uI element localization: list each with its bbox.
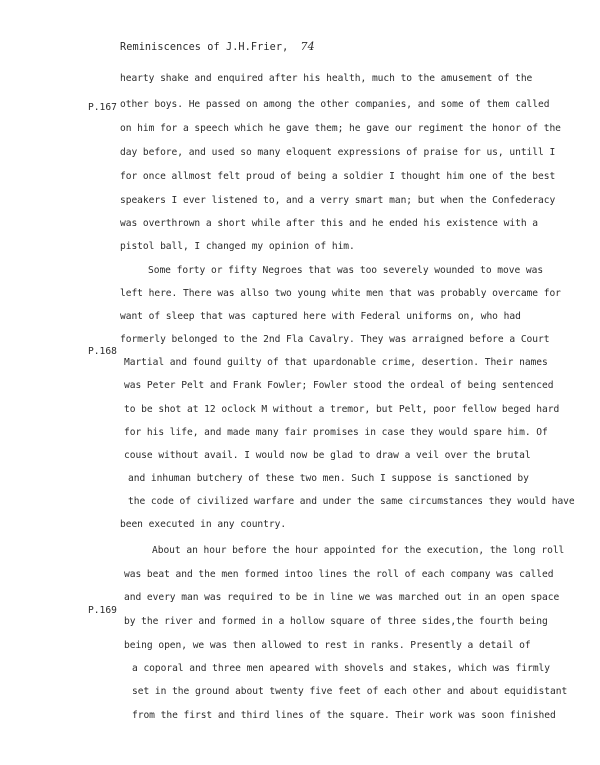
- text-line: speakers I ever listened to, and a verry smart man; but when the Confederacy: [120, 195, 556, 206]
- text-line: a coporal and three men apeared with shovels and stakes, which was firmly: [132, 663, 550, 674]
- text-line: Some forty or fifty Negroes that was too severely wounded to move was: [148, 265, 544, 276]
- text-line: for once allmost felt proud of being a soldier I thought him one of the best: [120, 171, 556, 182]
- text-line: day before, and used so many eloquent expressions of praise for us, untill I: [120, 147, 556, 158]
- text-line: been executed in any country.: [120, 519, 287, 530]
- text-line: hearty shake and enquired after his health, much to the amusement of the: [120, 73, 533, 84]
- text-line: Martial and found guilty of that upardonable crime, desertion. Their names: [124, 357, 548, 368]
- text-line: left here. There was allso two young white men that was probably overcame for: [120, 288, 561, 299]
- margin-note-p167: P.167: [88, 102, 117, 113]
- text-line: couse without avail. I would now be glad to draw a veil over the brutal: [124, 450, 531, 461]
- margin-note-p169: P.169: [88, 605, 117, 616]
- text-line: was beat and the men formed intoo lines the roll of each company was called: [124, 569, 554, 580]
- page-number: 74: [300, 40, 315, 53]
- header-title: Reminiscences of J.H.Frier,: [120, 42, 289, 53]
- text-line: formerly belonged to the 2nd Fla Cavalry. They was arraigned before a Court: [120, 334, 550, 345]
- text-line: was overthrown a short while after this and he ended his existence with a: [120, 218, 538, 229]
- text-line: to be shot at 12 oclock M without a tremor, but Pelt, poor fellow beged hard: [124, 404, 560, 415]
- text-line: by the river and formed in a hollow square of three sides,the fourth being: [124, 616, 548, 627]
- text-line: pistol ball, I changed my opinion of him.: [120, 241, 355, 252]
- page-header: [120, 40, 315, 53]
- text-line: and inhuman butchery of these two men. Such I suppose is sanctioned by: [128, 473, 529, 484]
- text-line: want of sleep that was captured here with Federal uniforms on, who had: [120, 311, 521, 322]
- text-line: from the first and third lines of the square. Their work was soon finished: [132, 710, 556, 721]
- text-line: on him for a speech which he gave them; he gave our regiment the honor of the: [120, 123, 561, 134]
- text-line: for his life, and made many fair promises in case they would spare him. Of: [124, 427, 548, 438]
- text-line: other boys. He passed on among the other companies, and some of them called: [120, 99, 550, 110]
- text-line: set in the ground about twenty five feet of each other and about equidistant: [132, 686, 568, 697]
- text-line: being open, we was then allowed to rest in ranks. Presently a detail of: [124, 640, 531, 651]
- text-line: was Peter Pelt and Frank Fowler; Fowler stood the ordeal of being sentenced: [124, 380, 554, 391]
- text-line: and every man was required to be in line we was marched out in an open space: [124, 592, 560, 603]
- margin-note-p168: P.168: [88, 346, 117, 357]
- text-line: About an hour before the hour appointed for the execution, the long roll: [152, 545, 565, 556]
- text-line: the code of civilized warfare and under the same circumstances they would have: [128, 496, 575, 507]
